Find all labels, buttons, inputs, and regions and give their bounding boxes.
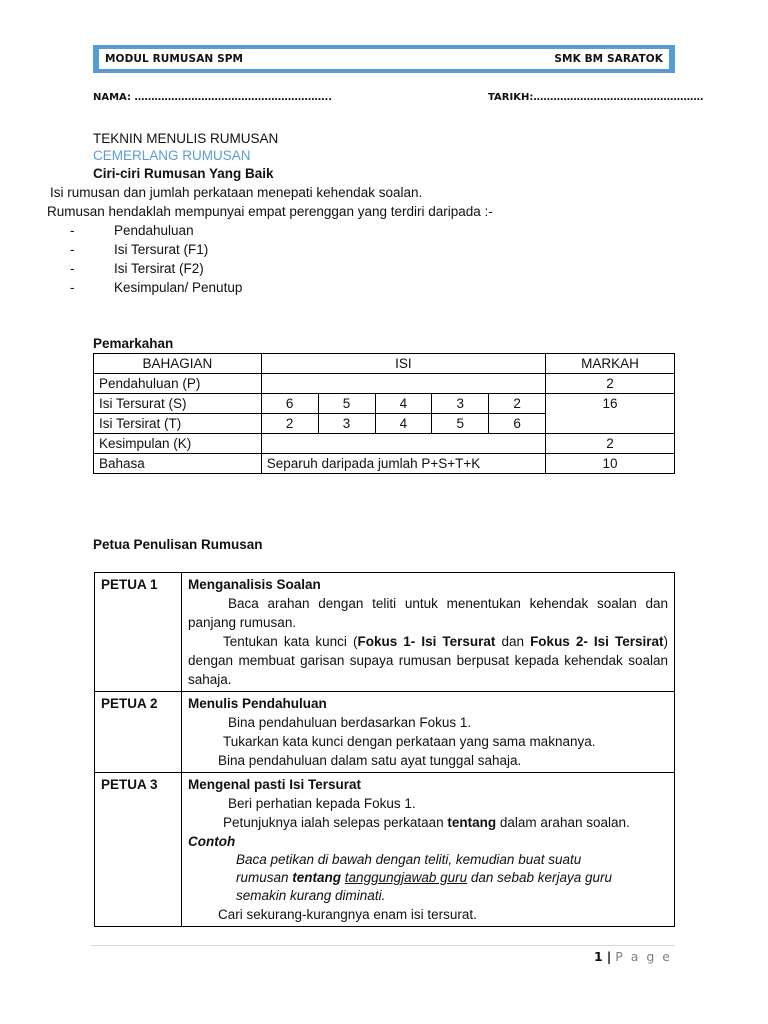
petua-content bbox=[182, 773, 675, 927]
isi-value: 3 bbox=[432, 394, 489, 414]
table-row bbox=[94, 434, 675, 454]
petua-text: Beri perhatian kepada Fokus 1. bbox=[228, 796, 416, 811]
list-dash: - bbox=[70, 242, 75, 257]
list-dash: - bbox=[70, 261, 75, 276]
row-label-bahasa: Bahasa bbox=[94, 454, 262, 474]
header-bar bbox=[93, 45, 675, 73]
row-label-tersurat: Isi Tersurat (S) bbox=[94, 394, 262, 414]
table-row bbox=[95, 573, 675, 692]
list-item: Isi Tersurat (F1) bbox=[114, 242, 209, 257]
header-markah: MARKAH bbox=[546, 354, 675, 374]
module-title: MODUL RUMUSAN SPM bbox=[105, 53, 244, 65]
petua-text: Tentukan kata kunci (Fokus 1- Isi Tersurat dan Fokus 2- Isi Tersirat) dengan membuat garisan supaya rumusan berpusat kepada kehendak soalan sahaja. bbox=[188, 634, 669, 687]
example-text: semakin kurang diminati. bbox=[236, 888, 386, 903]
petua-text: Bina pendahuluan dalam satu ayat tunggal sahaja. bbox=[218, 753, 522, 768]
page-separator: | bbox=[606, 949, 612, 964]
doc-subtitle: CEMERLANG RUMUSAN bbox=[93, 148, 251, 163]
table-row bbox=[95, 773, 675, 927]
page-word: P a g e bbox=[615, 949, 672, 964]
header-bahagian: BAHAGIAN bbox=[94, 354, 262, 374]
isi-value: 5 bbox=[318, 394, 375, 414]
petua-title: Menulis Pendahuluan bbox=[188, 696, 327, 711]
header-inner bbox=[99, 49, 669, 69]
isi-value: 2 bbox=[261, 414, 318, 434]
petua-text: Cari sekurang-kurangnya enam isi tersurat. bbox=[218, 907, 477, 922]
doc-title: TEKNIN MENULIS RUMUSAN bbox=[93, 131, 279, 146]
isi-cell bbox=[261, 434, 545, 454]
header-isi: ISI bbox=[261, 354, 545, 374]
intro-paragraph-2: Rumusan hendaklah mempunyai empat perenggan yang terdiri daripada :- bbox=[47, 204, 493, 219]
table-row bbox=[94, 394, 675, 414]
list-dash: - bbox=[70, 280, 75, 295]
petua-content bbox=[182, 692, 675, 773]
petua-label: PETUA 3 bbox=[95, 773, 182, 927]
contoh-label: Contoh bbox=[188, 834, 236, 849]
nama-field: NAMA: ………………………………………………….. bbox=[93, 92, 333, 103]
petua-title: Mengenal pasti Isi Tersurat bbox=[188, 777, 362, 792]
page-number: 1 bbox=[594, 949, 603, 964]
list-item: Kesimpulan/ Penutup bbox=[114, 280, 243, 295]
example-text: Baca petikan di bawah dengan teliti, kemudian buat suatu bbox=[236, 852, 582, 867]
isi-value: 2 bbox=[489, 394, 546, 414]
markah-isi: 16 bbox=[546, 394, 675, 434]
isi-value: 5 bbox=[432, 414, 489, 434]
isi-bahasa: Separuh daripada jumlah P+S+T+K bbox=[261, 454, 545, 474]
row-label-tersirat: Isi Tersirat (T) bbox=[94, 414, 262, 434]
petua-table bbox=[94, 572, 675, 927]
petua-text: Baca arahan dengan teliti untuk menentukan kehendak soalan dan panjang rumusan. bbox=[188, 596, 668, 630]
petua-text: Tukarkan kata kunci dengan perkataan yang sama maknanya. bbox=[223, 734, 596, 749]
footer-divider bbox=[90, 945, 675, 946]
isi-value: 6 bbox=[261, 394, 318, 414]
petua-text: Bina pendahuluan berdasarkan Fokus 1. bbox=[228, 715, 472, 730]
table-row bbox=[95, 692, 675, 773]
isi-cell bbox=[261, 374, 545, 394]
table-row bbox=[94, 454, 675, 474]
isi-value: 3 bbox=[318, 414, 375, 434]
marking-table bbox=[93, 353, 675, 474]
list-dash: - bbox=[70, 223, 75, 238]
list-item: Pendahuluan bbox=[114, 223, 194, 238]
markah-pendahuluan: 2 bbox=[546, 374, 675, 394]
list-item: Isi Tersirat (F2) bbox=[114, 261, 204, 276]
petua-text: Petunjuknya ialah selepas perkataan tentang dalam arahan soalan. bbox=[223, 815, 630, 830]
table-row bbox=[94, 354, 675, 374]
isi-value: 4 bbox=[375, 394, 432, 414]
intro-paragraph-1: Isi rumusan dan jumlah perkataan menepati kehendak soalan. bbox=[50, 185, 423, 200]
row-label-pendahuluan: Pendahuluan (P) bbox=[94, 374, 262, 394]
section-heading-ciri: Ciri-ciri Rumusan Yang Baik bbox=[93, 166, 274, 181]
tarikh-field: TARIKH:…………………………………………… bbox=[488, 92, 704, 103]
isi-value: 4 bbox=[375, 414, 432, 434]
petua-title: Menganalisis Soalan bbox=[188, 577, 321, 592]
petua-label: PETUA 2 bbox=[95, 692, 182, 773]
markah-kesimpulan: 2 bbox=[546, 434, 675, 454]
marking-heading: Pemarkahan bbox=[93, 336, 174, 351]
petua-content bbox=[182, 573, 675, 692]
table-row bbox=[94, 374, 675, 394]
row-label-kesimpulan: Kesimpulan (K) bbox=[94, 434, 262, 454]
petua-heading: Petua Penulisan Rumusan bbox=[93, 537, 263, 552]
school-name: SMK BM SARATOK bbox=[554, 53, 663, 65]
example-text: rumusan tentang tanggungjawab guru dan sebab kerjaya guru bbox=[236, 870, 613, 885]
petua-label: PETUA 1 bbox=[95, 573, 182, 692]
isi-value: 6 bbox=[489, 414, 546, 434]
markah-bahasa: 10 bbox=[546, 454, 675, 474]
page-footer bbox=[594, 949, 672, 964]
